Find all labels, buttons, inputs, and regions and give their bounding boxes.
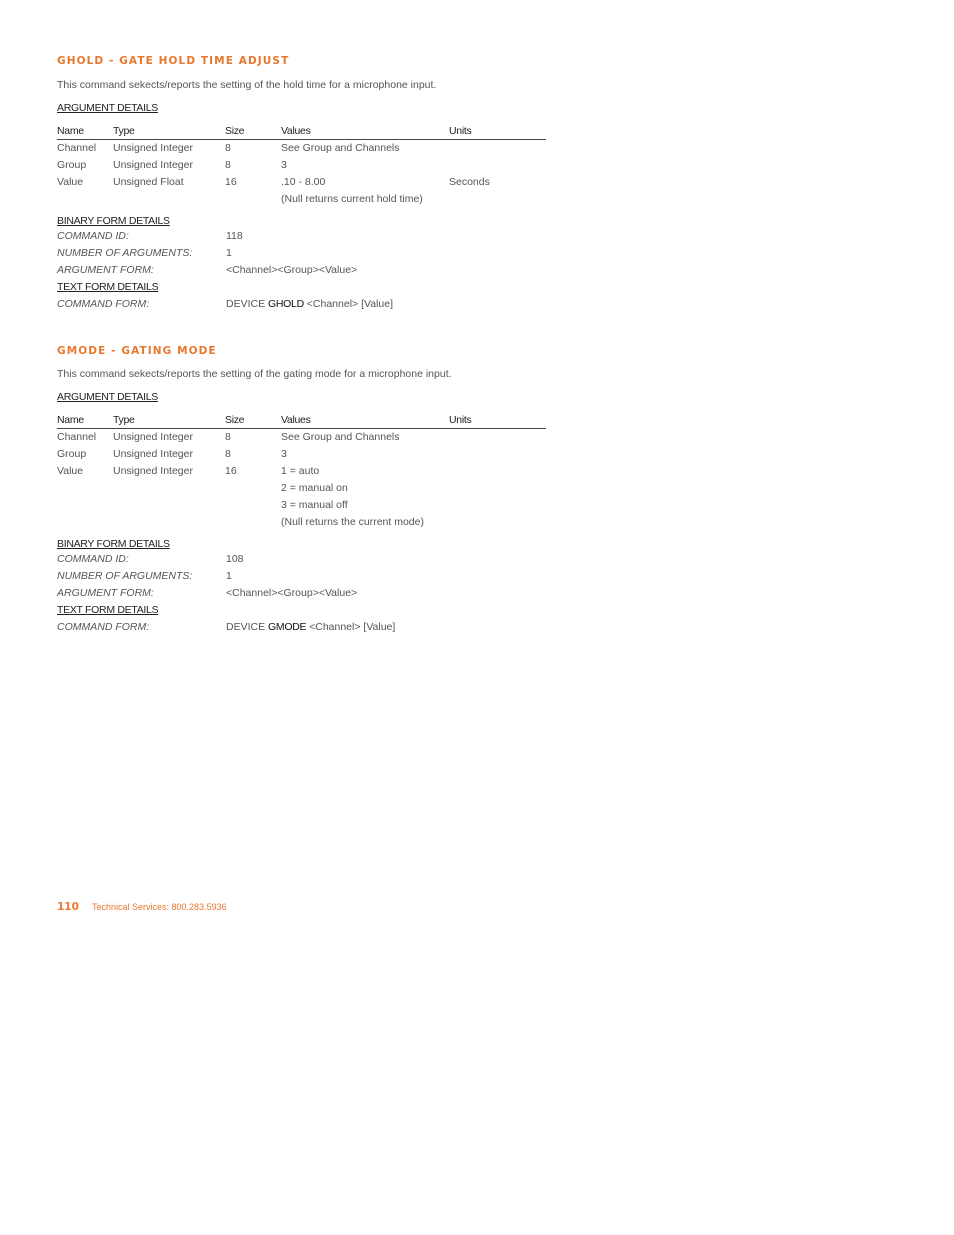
table-cell — [225, 514, 281, 531]
table-cell — [225, 497, 281, 514]
table-cell: Value — [57, 176, 84, 188]
command-form-label: COMMAND FORM: — [57, 298, 150, 310]
table-cell: Unsigned Integer — [113, 431, 193, 443]
table-row — [57, 463, 546, 480]
column-header: Type — [113, 124, 225, 140]
table-cell: Value — [57, 465, 84, 477]
table-cell — [113, 514, 225, 531]
section-description: This command sekects/reports the setting of the gating mode for a microphone input. — [57, 368, 452, 380]
table-cell — [113, 497, 225, 514]
argument-table — [57, 413, 546, 531]
column-header: Size — [225, 124, 281, 140]
table-cell: 8 — [225, 142, 231, 154]
column-header: Units — [449, 413, 546, 429]
text-form-heading: TEXT FORM DETAILS — [57, 281, 159, 293]
table-cell — [225, 480, 281, 497]
command-id-label: COMMAND ID: — [57, 553, 129, 565]
command-id-label: COMMAND ID: — [57, 230, 129, 242]
section-title: GHOLD - GATE HOLD TIME ADJUST — [57, 55, 290, 67]
command-id-value: 118 — [226, 230, 243, 242]
binary-form-heading: BINARY FORM DETAILS — [57, 215, 170, 227]
table-cell — [225, 191, 281, 208]
table-row — [57, 174, 546, 191]
table-cell: See Group and Channels — [281, 431, 400, 443]
table-cell: Channel — [57, 142, 97, 154]
table-row — [57, 157, 546, 174]
column-header: Name — [57, 413, 113, 429]
section-gmode — [57, 344, 546, 636]
table-cell: 3 — [281, 448, 287, 460]
column-header: Size — [225, 413, 281, 429]
table-cell — [449, 446, 546, 463]
num-args-label: NUMBER OF ARGUMENTS: — [57, 247, 193, 259]
column-header: Values — [281, 413, 449, 429]
section-ghold — [57, 54, 546, 313]
command-form-value — [226, 619, 395, 636]
arg-form-value: <Channel><Group><Value> — [226, 587, 358, 599]
argument-details-heading: ARGUMENT DETAILS — [57, 102, 158, 114]
table-cell: 3 = manual off — [281, 499, 348, 511]
table-cell: 3 — [281, 159, 287, 171]
command-form-prefix: DEVICE — [226, 621, 269, 633]
command-id-value: 108 — [226, 553, 244, 565]
section-title: GMODE - GATING MODE — [57, 345, 217, 357]
table-cell — [113, 480, 225, 497]
table-cell — [449, 514, 546, 531]
column-header: Values — [281, 124, 449, 140]
table-cell — [57, 514, 113, 531]
page-footer — [57, 901, 227, 913]
arg-form-row — [57, 262, 546, 279]
command-keyword: GHOLD — [268, 298, 304, 310]
command-form-row — [57, 619, 546, 636]
table-cell: Seconds — [449, 176, 490, 188]
command-keyword: GMODE — [268, 621, 307, 633]
argument-details-heading: ARGUMENT DETAILS — [57, 391, 158, 403]
table-row — [57, 429, 546, 447]
table-cell: Group — [57, 448, 87, 460]
command-id-row — [57, 228, 546, 245]
table-cell: 8 — [225, 448, 231, 460]
table-row — [57, 191, 546, 208]
table-cell: (Null returns current hold time) — [281, 193, 423, 205]
table-row — [57, 140, 546, 158]
column-header: Name — [57, 124, 113, 140]
table-cell: 8 — [225, 431, 231, 443]
table-cell: Group — [57, 159, 87, 171]
table-cell: 8 — [225, 159, 231, 171]
table-cell — [449, 191, 546, 208]
arg-form-label: ARGUMENT FORM: — [57, 587, 154, 599]
text-form-heading: TEXT FORM DETAILS — [57, 604, 159, 616]
table-cell: (Null returns the current mode) — [281, 516, 424, 528]
num-args-value: 1 — [226, 570, 232, 582]
command-form-value — [226, 296, 393, 313]
table-row — [57, 446, 546, 463]
command-id-row — [57, 551, 546, 568]
table-cell: Unsigned Integer — [113, 142, 193, 154]
table-cell — [57, 480, 113, 497]
table-cell: 2 = manual on — [281, 482, 348, 494]
table-cell: 1 = auto — [281, 465, 320, 477]
table-cell — [449, 463, 546, 480]
table-row — [57, 480, 546, 497]
command-form-suffix: <Channel> [Value] — [303, 298, 393, 310]
table-cell: Unsigned Integer — [113, 159, 193, 171]
table-cell — [449, 157, 546, 174]
command-form-row — [57, 296, 546, 313]
table-row — [57, 514, 546, 531]
num-args-row — [57, 245, 546, 262]
num-args-label: NUMBER OF ARGUMENTS: — [57, 570, 193, 582]
argument-table — [57, 124, 546, 208]
table-cell: Unsigned Integer — [113, 465, 193, 477]
column-header: Units — [449, 124, 546, 140]
table-cell: 16 — [225, 176, 237, 188]
table-cell: 16 — [225, 465, 237, 477]
arg-form-value: <Channel><Group><Value> — [226, 264, 358, 276]
table-cell: Unsigned Integer — [113, 448, 193, 460]
table-cell: Channel — [57, 431, 97, 443]
arg-form-row — [57, 585, 546, 602]
column-header: Type — [113, 413, 225, 429]
table-cell — [57, 191, 113, 208]
table-header-row — [57, 124, 546, 140]
table-cell — [449, 480, 546, 497]
table-header-row — [57, 413, 546, 429]
command-form-suffix: <Channel> [Value] — [306, 621, 396, 633]
table-cell: Unsigned Float — [113, 176, 184, 188]
arg-form-label: ARGUMENT FORM: — [57, 264, 154, 276]
footer-text: Technical Services: 800.283.5936 — [92, 902, 227, 912]
num-args-value: 1 — [226, 247, 232, 259]
page-number: 110 — [57, 901, 79, 913]
command-form-prefix: DEVICE — [226, 298, 269, 310]
table-cell — [449, 497, 546, 514]
table-cell — [113, 191, 225, 208]
table-cell — [57, 497, 113, 514]
table-row — [57, 497, 546, 514]
section-description: This command sekects/reports the setting of the hold time for a microphone input. — [57, 79, 437, 91]
num-args-row — [57, 568, 546, 585]
table-cell: See Group and Channels — [281, 142, 400, 154]
table-cell: .10 - 8.00 — [281, 176, 326, 188]
command-form-label: COMMAND FORM: — [57, 621, 150, 633]
table-cell — [449, 140, 546, 158]
table-cell — [449, 429, 546, 447]
binary-form-heading: BINARY FORM DETAILS — [57, 538, 170, 550]
